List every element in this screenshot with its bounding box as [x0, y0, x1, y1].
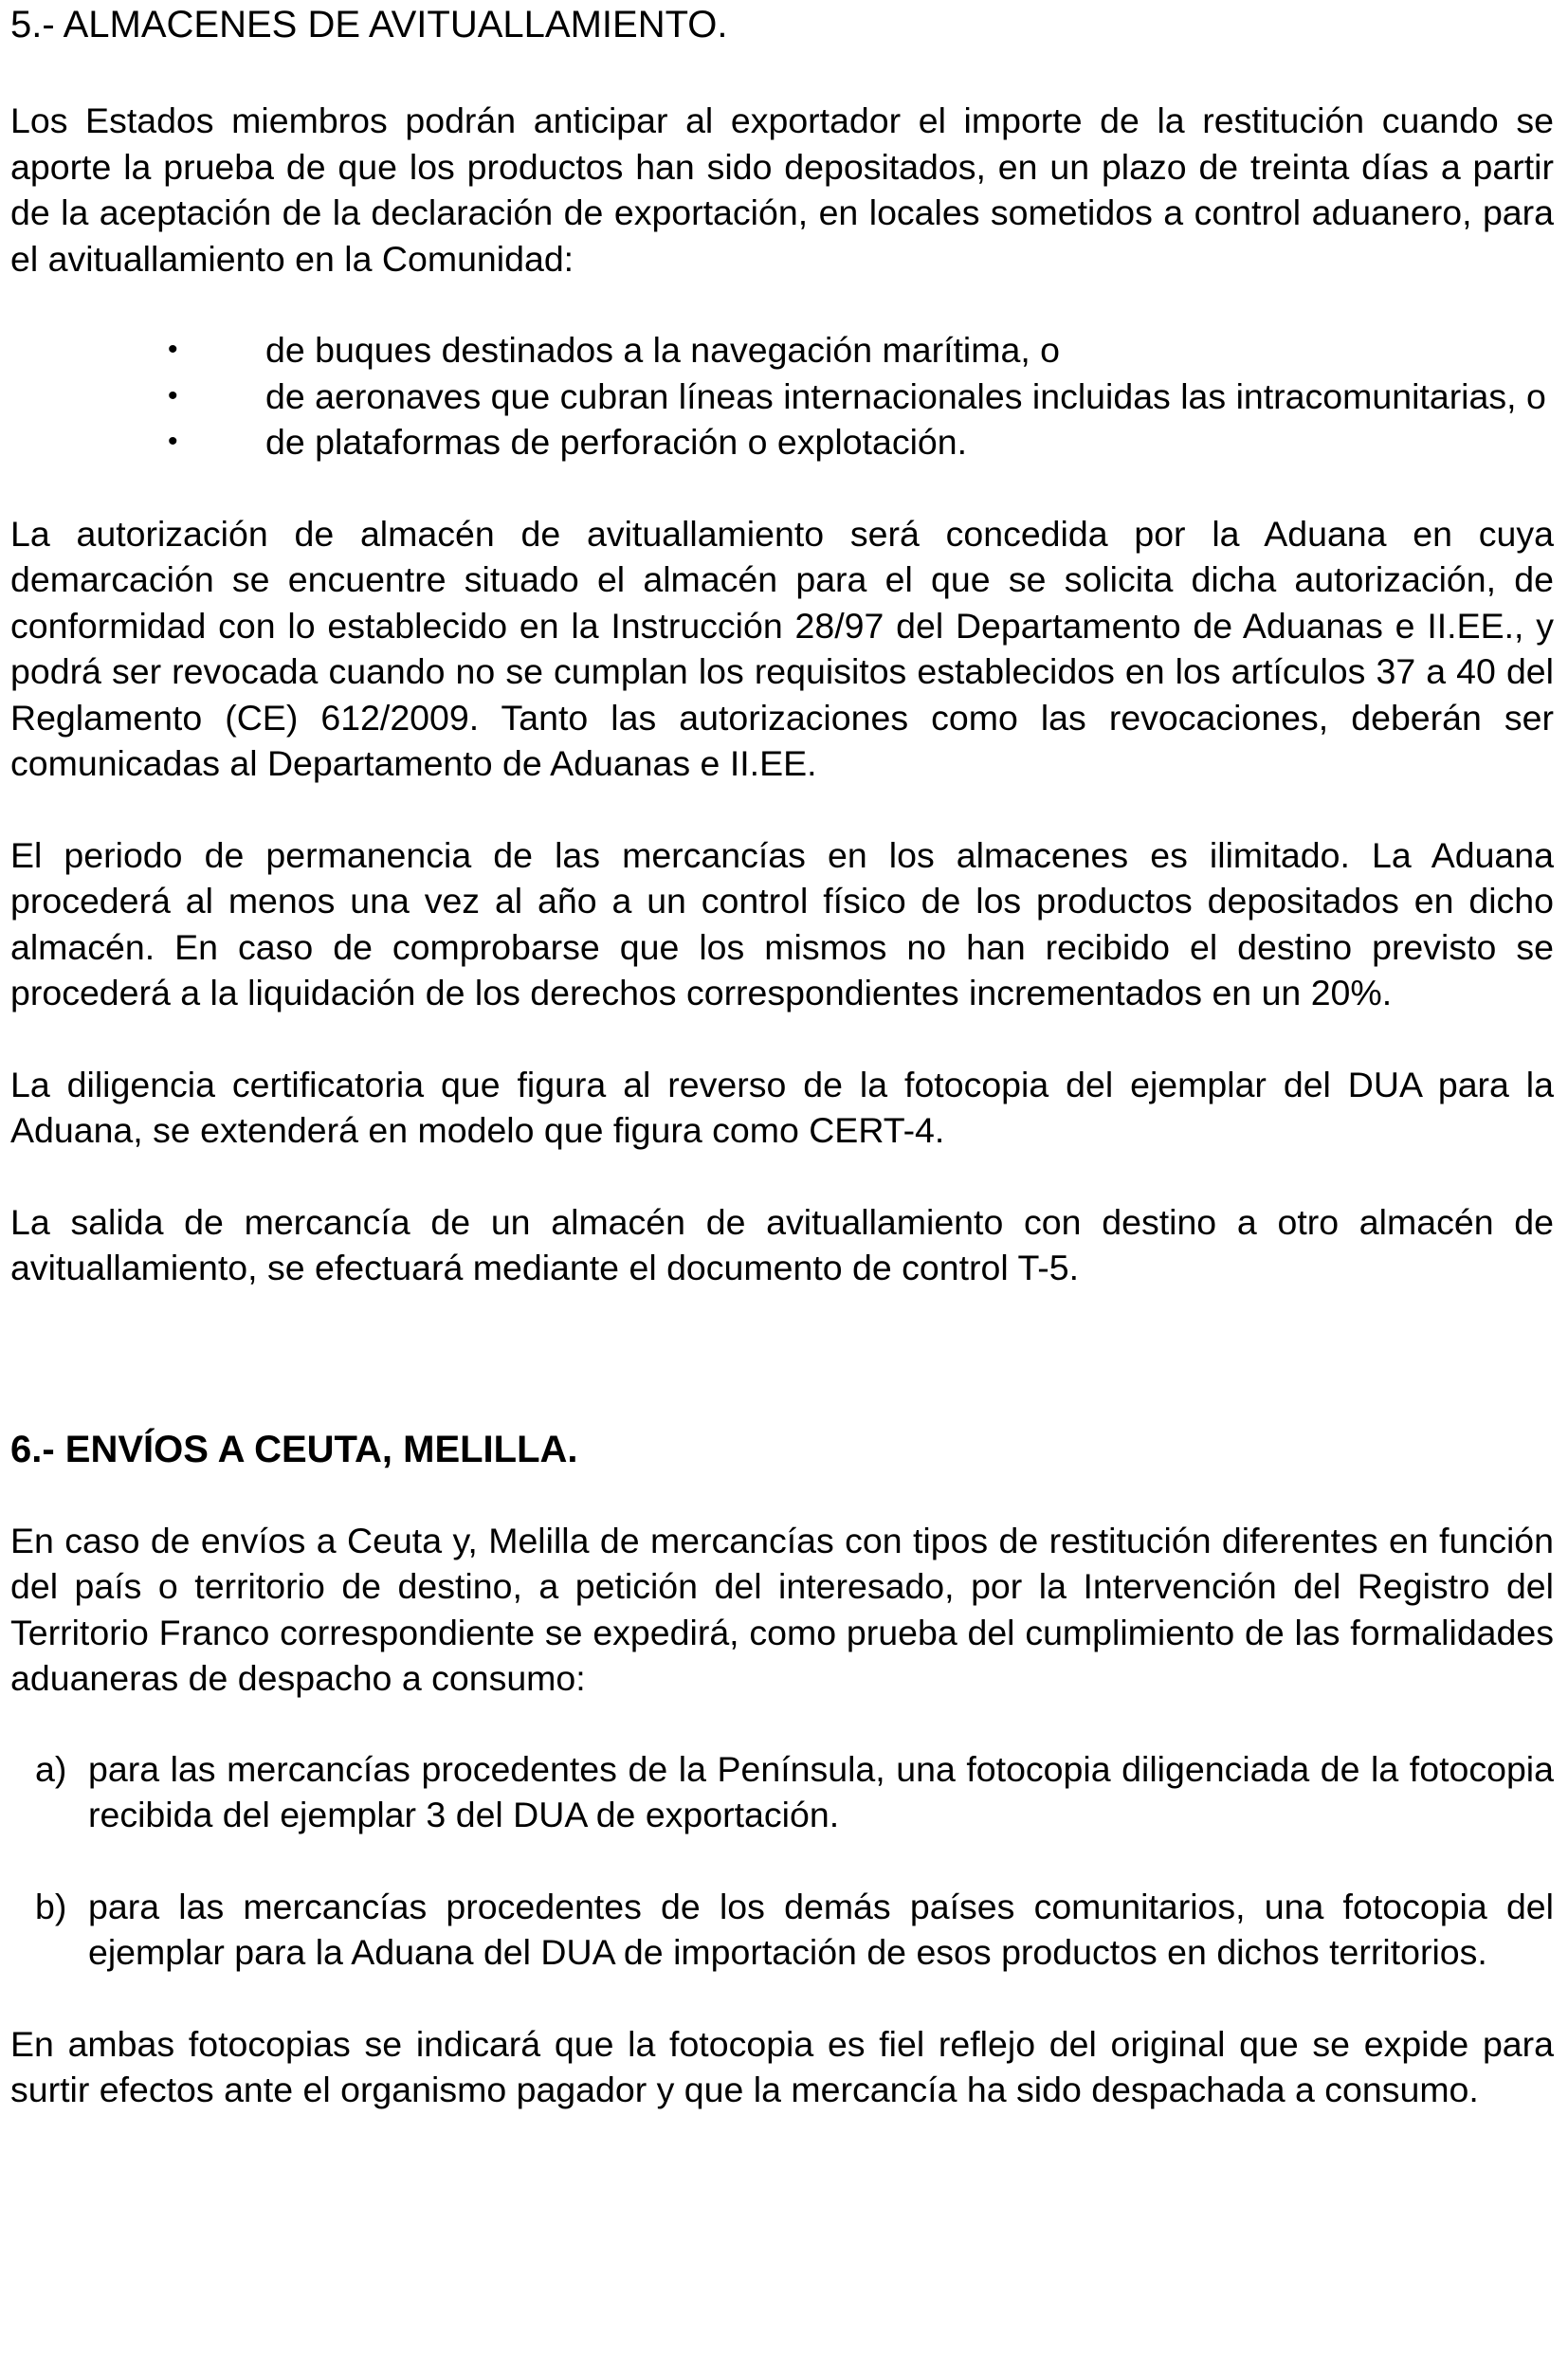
- document-page: [10, 0, 1554, 2113]
- list-item: [10, 327, 1554, 374]
- list-item-marker: b): [35, 1886, 67, 1926]
- section-6-title: 6.- ENVÍOS A CEUTA, MELILLA.: [10, 1428, 578, 1470]
- list-item-text: de buques destinados a la navegación marítima, o: [265, 330, 1061, 370]
- section-5-title: 5.- ALMACENES DE AVITUALLAMIENTO.: [10, 4, 728, 46]
- list-item: [10, 1746, 1554, 1838]
- bullet-icon: •: [168, 379, 178, 411]
- list-item-marker: a): [35, 1748, 67, 1789]
- bullet-icon: •: [168, 426, 178, 457]
- paragraph: La autorización de almacén de avituallamiento será concedida por la Aduana en cuya demarcación se encuentre situado el almacén para el que se solicita dicha autorización, de conformidad con lo establecido en la Instrucción 28/97 del Departamento de Aduanas e II.EE., y podrá ser revocada cuando no se cumplan los requisitos establecidos en los artículos 37 a 40 del Reglamento (CE) 612/2009. Tanto las autorizaciones como las revocaciones, deberán ser comunicadas al Departamento de Aduanas e II.EE.: [10, 513, 1554, 783]
- list-item: [10, 419, 1554, 465]
- list-item: [10, 1884, 1554, 1976]
- list-item-text: de plataformas de perforación o explotación.: [265, 422, 968, 462]
- section-6-intro: En caso de envíos a Ceuta y, Melilla de mercancías con tipos de restitución diferentes en función del país o territorio de destino, a petición del interesado, por la Intervención del Registro del Territorio Franco correspondiente se expedirá, como prueba del cumplimiento de las formalidades aduaneras de despacho a consumo:: [10, 1520, 1554, 1698]
- list-item-text: de aeronaves que cubran líneas internacionales incluidas las intracomunitarias, o: [265, 375, 1546, 416]
- paragraph: El periodo de permanencia de las mercancías en los almacenes es ilimitado. La Aduana procederá al menos una vez al año a un control físico de los productos depositados en dicho almacén. En caso de comprobarse que los mismos no han recibido el destino previsto se procederá a la liquidación de los derechos correspondientes incrementados en un 20%.: [10, 834, 1554, 1012]
- bullet-list: [10, 327, 1554, 465]
- bullet-icon: •: [168, 334, 178, 365]
- list-item-text: para las mercancías procedentes de los demás países comunitarios, una fotocopia del ejemplar para la Aduana del DUA de importación de esos productos en dichos territorios.: [88, 1886, 1554, 1972]
- paragraph: La salida de mercancía de un almacén de avituallamiento con destino a otro almacén de avituallamiento, se efectuará mediante el documento de control T-5.: [10, 1201, 1554, 1287]
- paragraph: La diligencia certificatoria que figura al reverso de la fotocopia del ejemplar del DUA para la Aduana, se extenderá en modelo que figura como CERT-4.: [10, 1064, 1554, 1150]
- section-5-intro: Los Estados miembros podrán anticipar al exportador el importe de la restitución cuando se aporte la prueba de que los productos han sido depositados, en un plazo de treinta días a partir de la aceptación de la declaración de exportación, en locales sometidos a control aduanero, para el avituallamiento en la Comunidad:: [10, 100, 1554, 279]
- list-item-text: para las mercancías procedentes de la Península, una fotocopia diligenciada de la fotocopia recibida del ejemplar 3 del DUA de exportación.: [88, 1748, 1554, 1834]
- list-item: [10, 374, 1554, 420]
- closing-paragraph: En ambas fotocopias se indicará que la fotocopia es fiel reflejo del original que se expide para surtir efectos ante el organismo pagador y que la mercancía ha sido despachada a consumo.: [10, 2023, 1554, 2109]
